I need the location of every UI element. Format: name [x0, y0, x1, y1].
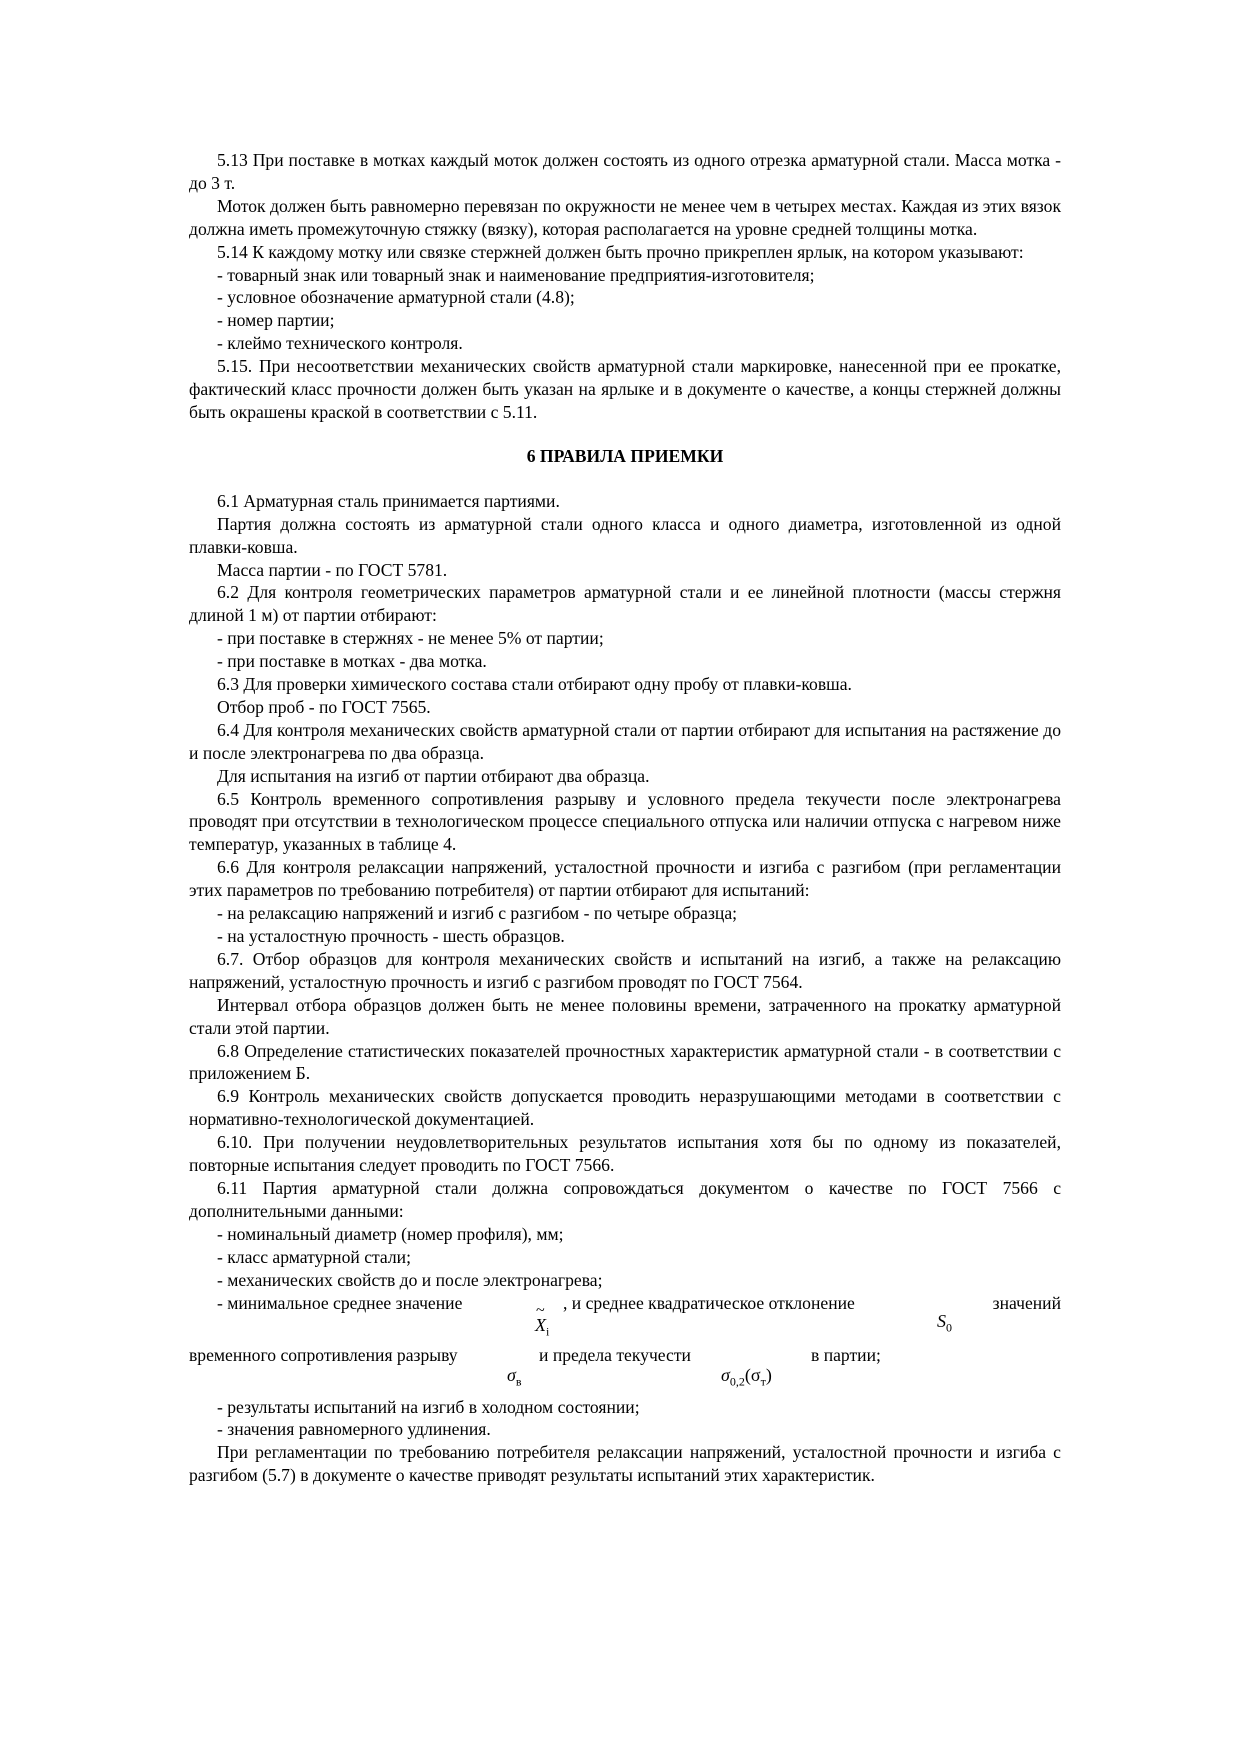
mean-value-symbol: ~ $X_i$ — [535, 1301, 550, 1339]
paragraph-6-2: 6.2 Для контроля геометрических параметров арматурной стали и ее линейной плотности (массы стержня длиной 1 м) от партии отбирают: — [189, 582, 1061, 626]
list-item: - товарный знак или товарный знак и наименование предприятия-изготовителя; — [217, 264, 815, 285]
paragraph-6-1-mass: Масса партии - по ГОСТ 5781. — [217, 559, 448, 580]
list-item: - на релаксацию напряжений и изгиб с разгибом - по четыре образца; — [217, 903, 738, 924]
strength-line — [189, 1344, 1061, 1396]
paragraph-6-11: 6.11 Партия арматурной стали должна сопровождаться документом о качестве по ГОСТ 7566 с дополнительными данными: — [189, 1177, 1061, 1221]
section-heading: 6 ПРАВИЛА ПРИЕМКИ — [526, 445, 724, 466]
paragraph-6-9: 6.9 Контроль механических свойств допускается проводить неразрушающими методами в соответствии с нормативно-технологической документацией. — [189, 1086, 1061, 1130]
paragraph-5-13-coil: Моток должен быть равномерно перевязан по окружности не менее чем в четырех местах. Каждая из этих вязок должна иметь промежуточную стяжку (вязку), которая располагается на уровне средней толщины мотка. — [189, 195, 1061, 239]
paragraph-6-7: 6.7. Отбор образцов для контроля механических свойств и испытаний на изгиб, а также на релаксацию напряжений, усталостную прочность и изгиб с разгибом проводят по ГОСТ 7564. — [189, 948, 1061, 992]
stats-text-dev: , и среднее квадратическое отклонение — [563, 1292, 855, 1313]
paragraph-6-3-sampling: Отбор проб - по ГОСТ 7565. — [217, 696, 431, 717]
paragraph-6-6: 6.6 Для контроля релаксации напряжений, усталостной прочности и изгиба с разгибом (при регламентации этих параметров по требованию потребителя) от партии отбирают для испытаний: — [189, 857, 1061, 901]
paragraph-6-1-batch: Партия должна состоять из арматурной стали одного класса и одного диаметра, изготовленной из одной плавки-ковша. — [189, 513, 1061, 557]
paragraph-6-10: 6.10. При получении неудовлетворительных результатов испытания хотя бы по одному из показателей, повторные испытания следует проводить по ГОСТ 7566. — [189, 1132, 1061, 1176]
paragraph-6-3: 6.3 Для проверки химического состава стали отбирают одну пробу от плавки-ковша. — [217, 674, 852, 695]
document-page — [189, 149, 1061, 1487]
list-item: - номинальный диаметр (номер профиля), мм; — [217, 1223, 564, 1244]
paragraph-6-1: 6.1 Арматурная сталь принимается партиями. — [217, 490, 560, 511]
stats-text-min: - минимальное среднее значение — [217, 1292, 463, 1313]
list-item: - клеймо технического контроля. — [217, 333, 463, 354]
list-item: - результаты испытаний на изгиб в холодном состоянии; — [217, 1396, 640, 1417]
list-item: - номер партии; — [217, 310, 335, 331]
list-item: - механических свойств до и после электронагрева; — [217, 1269, 603, 1290]
list-item: - класс арматурной стали; — [217, 1246, 411, 1267]
list-item: - при поставке в мотках - два мотка. — [217, 651, 487, 672]
strength-text-batch: в партии; — [811, 1344, 881, 1365]
strength-text-tensile: временного сопротивления разрыву — [189, 1344, 458, 1365]
sigma-b-symbol: $\sigma_в$ — [507, 1364, 522, 1389]
list-item: - на усталостную прочность - шесть образцов. — [217, 926, 565, 946]
stats-text-values: значений — [992, 1292, 1061, 1313]
paragraph-6-8: 6.8 Определение статистических показателей прочностных характеристик арматурной стали - в соответствии с приложением Б. — [189, 1040, 1061, 1084]
std-deviation-symbol: $S_0$ — [937, 1310, 952, 1335]
list-item: - при поставке в стержнях - не менее 5% от партии; — [217, 628, 604, 649]
strength-text-yield: и предела текучести — [539, 1344, 691, 1365]
paragraph-5-14: 5.14 К каждому мотку или связке стержней должен быть прочно прикреплен ярлык, на котором указывают: — [217, 241, 1024, 262]
sigma-yield-symbol: $\sigma_{0,2}(\sigma_т)$ — [721, 1364, 772, 1389]
paragraph-6-5: 6.5 Контроль временного сопротивления разрыву и условного предела текучести после электронагрева проводят при отсутствии в технологическом процессе специального отпуска или наличии отпуска с нагревом ниже температур, указанных в таблице 4. — [189, 788, 1061, 855]
paragraph-5-13: 5.13 При поставке в мотках каждый моток должен состоять из одного отрезка арматурной стали. Масса мотка - до 3 т. — [189, 150, 1061, 193]
list-item: - условное обозначение арматурной стали (4.8); — [217, 287, 575, 308]
paragraph-6-4: 6.4 Для контроля механических свойств арматурной стали от партии отбирают для испытания на растяжение до и после электронагрева по два образца. — [189, 719, 1061, 763]
paragraph-6-11-regulation: При регламентации по требованию потребителя релаксации напряжений, усталостной прочности и изгиба с разгибом (5.7) в документе о качестве приводят результаты испытаний этих характеристик. — [189, 1442, 1061, 1486]
list-item: - значения равномерного удлинения. — [217, 1419, 491, 1440]
paragraph-6-7-interval: Интервал отбора образцов должен быть не менее половины времени, затраченного на прокатку арматурной стали этой партии. — [189, 994, 1061, 1038]
paragraph-5-15: 5.15. При несоответствии механических свойств арматурной стали маркировке, нанесенной при ее прокатке, фактический класс прочности должен быть указан на ярлыке и в документе о качестве, а концы стержней должны быть окрашены краской в соответствии с 5.11. — [189, 356, 1061, 422]
stats-line — [189, 1292, 1061, 1344]
paragraph-6-4-bend: Для испытания на изгиб от партии отбирают два образца. — [217, 765, 650, 786]
